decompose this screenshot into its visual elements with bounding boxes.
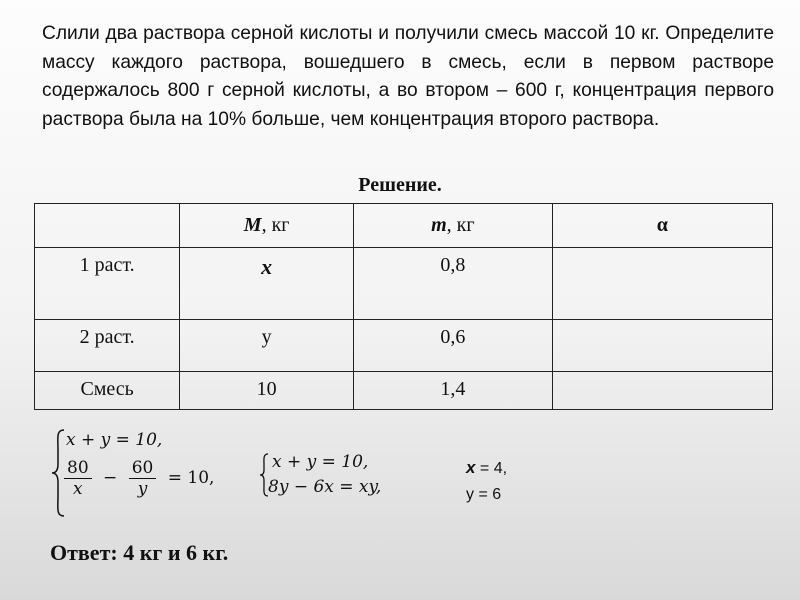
system1-eq2: $\frac{80}{x}$ − $\frac{60}{y}$ = 10, [64, 458, 214, 499]
cell-mass: x [180, 247, 354, 319]
system2-eq2: 8y − 6x = xy, [268, 477, 382, 497]
y-value: у = 6 [466, 486, 502, 503]
solution-values [466, 455, 507, 508]
header-mass-solution: M, кг [180, 204, 354, 248]
solution-title: Решение. [358, 174, 442, 196]
final-answer: Ответ: 4 кг и 6 кг. [50, 540, 229, 565]
table-row [35, 372, 773, 410]
table-header-row [35, 204, 773, 248]
row-label: Смесь [35, 372, 180, 410]
cell-acid: 1,4 [354, 372, 553, 410]
problem-statement: Слили два раствора серной кислоты и получили смесь массой 10 кг. Определите массу каждого раствора, вошедшего в смесь, если в первом растворе содержалось 800 г серной кислоты, а во втором – 600 г, концентрация первого раствора была на 10% больше, чем концентрация второго раствора. [42, 23, 774, 130]
system1-eq1: x + y = 10, [66, 430, 163, 450]
cell-acid: 0,8 [354, 247, 553, 319]
table-row [35, 247, 773, 319]
system2-eq1: x + y = 10, [272, 452, 369, 472]
header-concentration: α [552, 204, 772, 248]
header-mass-acid: m, кг [354, 204, 553, 248]
cell-alpha [552, 247, 772, 319]
row-label: 1 раст. [35, 247, 180, 319]
header-empty [35, 204, 180, 248]
table-row [35, 320, 773, 372]
cell-acid: 0,6 [354, 320, 553, 372]
cell-mass: 10 [180, 372, 354, 410]
row-label: 2 раст. [35, 320, 180, 372]
fraction-80-over-x: $\frac{80}{x}$ [64, 458, 92, 499]
cell-alpha [552, 320, 772, 372]
solution-table [34, 203, 773, 410]
cell-alpha [552, 372, 772, 410]
x-value: x = 4, [466, 458, 508, 477]
fraction-60-over-y: $\frac{60}{y}$ [129, 458, 157, 499]
cell-mass: у [180, 320, 354, 372]
